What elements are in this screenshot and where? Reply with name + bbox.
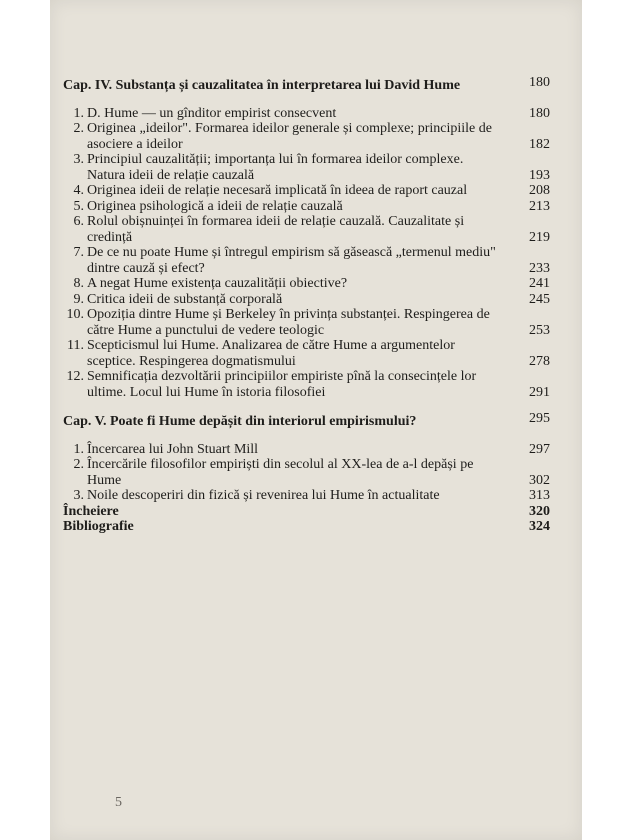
entry-title: Opoziția dintre Hume și Berkeley în privința substanței. Respingerea de către Hume a punctului de vedere teologic bbox=[87, 307, 490, 338]
chapter-5-entries bbox=[63, 442, 550, 504]
entry-title: Încercările filosofilor empiriști din secolul al XX-lea de a-l depăși pe Hume bbox=[87, 457, 474, 488]
entry-page: 180 bbox=[529, 105, 550, 121]
conclusion-page: 320 bbox=[529, 503, 550, 519]
toc-entry bbox=[63, 292, 550, 308]
toc-entry bbox=[63, 199, 550, 215]
bibliography-label: Bibliografie bbox=[63, 519, 134, 534]
entry-title: Critica ideii de substanță corporală bbox=[87, 291, 283, 307]
entry-title: Semnificația dezvoltării principiilor empiriste pînă la consecințele lor ultime. Locul lui Hume în istoria filosofiei bbox=[87, 369, 477, 400]
toc-entry bbox=[63, 369, 550, 400]
toc-entry bbox=[63, 121, 550, 152]
entry-page: 313 bbox=[529, 488, 550, 503]
toc-entry bbox=[63, 442, 550, 458]
entry-title: D. Hume — un gînditor empirist consecvent bbox=[87, 105, 337, 121]
chapter-4-title: Cap. IV. Substanța și cauzalitatea în interpretarea lui David Hume bbox=[63, 78, 461, 93]
chapter-4-page: 180 bbox=[529, 75, 550, 90]
entry-title: Originea „ideilor". Formarea ideilor generale și complexe; principiile de asociere a ideilor bbox=[87, 121, 492, 152]
toc-entry bbox=[63, 488, 550, 504]
entry-title: Noile descoperiri din fizică și revenirea lui Hume în actualitate bbox=[87, 488, 440, 503]
entry-number: 2. bbox=[73, 457, 84, 472]
bibliography-page: 324 bbox=[529, 519, 550, 534]
toc-entry bbox=[63, 183, 550, 199]
entry-title: A negat Hume existența cauzalității obiective? bbox=[87, 276, 348, 291]
entry-number: 7. bbox=[73, 245, 84, 260]
entry-number: 2. bbox=[73, 121, 84, 136]
footer-page-number: 5 bbox=[115, 795, 122, 810]
chapter-5-heading bbox=[63, 411, 550, 430]
table-of-contents bbox=[63, 75, 550, 535]
entry-page: 241 bbox=[529, 276, 550, 291]
chapter-4-entries bbox=[63, 106, 550, 401]
toc-entry bbox=[63, 106, 550, 122]
entry-title: Principiul cauzalității; importanța lui în formarea ideilor complexe. Natura ideii de relație cauzală bbox=[87, 152, 464, 183]
entry-page: 213 bbox=[529, 198, 550, 214]
entry-page: 182 bbox=[529, 136, 550, 152]
entry-page: 245 bbox=[529, 291, 550, 307]
chapter-5-page: 295 bbox=[529, 411, 550, 426]
entry-number: 5. bbox=[73, 198, 84, 214]
entry-title: Scepticismul lui Hume. Analizarea de către Hume a argumentelor sceptice. Respingerea dogmatismului bbox=[87, 338, 455, 369]
entry-number: 12. bbox=[66, 369, 84, 384]
entry-title: Originea psihologică a ideii de relație cauzală bbox=[87, 198, 343, 214]
toc-entry bbox=[63, 152, 550, 183]
entry-page: 219 bbox=[529, 229, 550, 245]
conclusion-entry bbox=[63, 504, 550, 520]
entry-number: 6. bbox=[73, 214, 84, 229]
entry-page: 208 bbox=[529, 183, 550, 198]
toc-entry bbox=[63, 307, 550, 338]
entry-title: Încercarea lui John Stuart Mill bbox=[87, 441, 259, 457]
bibliography-entry bbox=[63, 519, 550, 535]
toc-entry bbox=[63, 276, 550, 292]
entry-number: 9. bbox=[73, 291, 84, 307]
toc-entry bbox=[63, 214, 550, 245]
chapter-5-title: Cap. V. Poate fi Hume depășit din interiorul empirismului? bbox=[63, 414, 417, 429]
entry-number: 11. bbox=[67, 338, 84, 353]
entry-page: 302 bbox=[529, 472, 550, 488]
entry-title: Originea ideii de relație necesară implicată în ideea de raport cauzal bbox=[87, 183, 468, 198]
entry-number: 1. bbox=[73, 105, 84, 121]
entry-number: 8. bbox=[73, 276, 84, 291]
toc-entry bbox=[63, 338, 550, 369]
entry-title: Rolul obișnuinței în formarea ideii de relație cauzală. Cauzalitate și credință bbox=[87, 214, 465, 245]
toc-entry bbox=[63, 245, 550, 276]
toc-entry bbox=[63, 457, 550, 488]
entry-page: 193 bbox=[529, 167, 550, 183]
entry-number: 1. bbox=[73, 441, 84, 457]
entry-number: 3. bbox=[73, 152, 84, 167]
conclusion-label: Încheiere bbox=[63, 503, 119, 519]
entry-page: 297 bbox=[529, 441, 550, 457]
entry-page: 253 bbox=[529, 322, 550, 338]
entry-page: 278 bbox=[529, 353, 550, 369]
entry-title: De ce nu poate Hume și întregul empirism să găsească „termenul mediu" dintre cauză și efect? bbox=[87, 245, 496, 276]
entry-page: 291 bbox=[529, 384, 550, 400]
chapter-4-heading bbox=[63, 75, 550, 94]
entry-number: 4. bbox=[73, 183, 84, 198]
entry-number: 3. bbox=[73, 488, 84, 503]
entry-page: 233 bbox=[529, 260, 550, 276]
entry-number: 10. bbox=[66, 307, 84, 322]
